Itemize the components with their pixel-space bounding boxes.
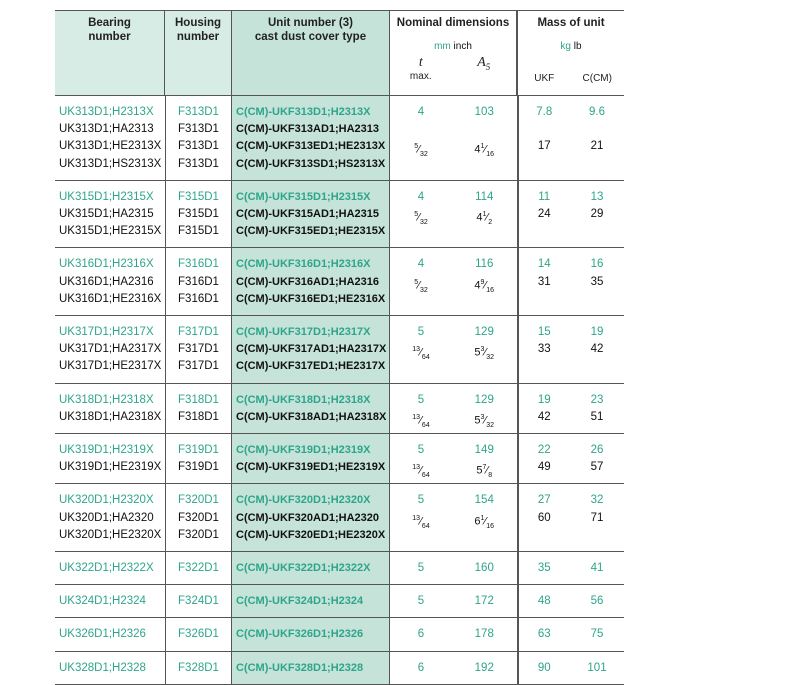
housing-number: F313D1 — [178, 157, 219, 170]
housing-number: F315D1 — [178, 225, 219, 238]
a5-value-metric: 116 — [475, 258, 494, 271]
bearing-number: UK324D1;H2324 — [59, 595, 146, 608]
t-value-metric: 5 — [417, 393, 425, 406]
bearing-number: UK326D1;H2326 — [59, 628, 146, 641]
bearing-cell — [55, 618, 165, 650]
housing-number: F313D1 — [178, 123, 219, 136]
t-value-metric: 4 — [417, 190, 425, 203]
mass-ccm-value-metric: 9.6 — [589, 106, 605, 118]
mass-ukf-value-metric: 35 — [537, 562, 551, 575]
housing-cell — [165, 618, 232, 650]
bearing-cell — [55, 316, 165, 383]
a5-value-metric: 149 — [474, 444, 494, 457]
mass-ccm-value — [570, 181, 624, 248]
housing-number: F318D1 — [178, 393, 219, 406]
mass-ukf-value-metric: 11 — [538, 190, 551, 203]
unit-number: C(CM)-UKF319ED1;HE2319X — [236, 461, 386, 474]
t-value-imperial: $^{13}⁄_{64}$ — [412, 464, 430, 480]
header-ccm: C(CM) — [582, 73, 612, 84]
housing-number: F320D1 — [178, 528, 219, 541]
housing-number: F320D1 — [178, 494, 219, 507]
header-ukf: UKF — [534, 73, 555, 84]
t-value-imperial: $^5⁄_{32}$ — [414, 278, 428, 294]
housing-cell — [165, 96, 232, 180]
unit-cell — [232, 585, 390, 617]
bearing-spec-table — [55, 10, 624, 685]
bearing-number: UK328D1;H2328 — [59, 661, 146, 674]
housing-number: F328D1 — [178, 661, 219, 674]
table-row — [55, 552, 624, 585]
a5-value-imperial: $5^3⁄_{32}$ — [474, 346, 495, 362]
unit-cell — [232, 552, 390, 584]
header-nominal-title: Nominal dimensions — [396, 17, 510, 29]
unit-number: C(CM)-UKF319D1;H2319X — [236, 444, 371, 457]
unit-cell — [232, 181, 390, 248]
housing-cell — [165, 552, 232, 584]
mass-ukf-value-metric: 19 — [537, 393, 551, 406]
t-value-metric: 5 — [417, 444, 425, 457]
unit-number: C(CM)-UKF318AD1;HA2318X — [236, 410, 387, 423]
header-housing — [165, 11, 232, 96]
bearing-number: UK313D1;HA2313 — [59, 123, 154, 136]
header-inch: inch — [453, 41, 472, 52]
a5-value-imperial: $4^1⁄_{16}$ — [474, 143, 495, 159]
a5-value-metric: 129 — [474, 326, 494, 339]
table-row — [55, 651, 624, 684]
housing-number: F319D1 — [178, 461, 219, 474]
mass-ccm-value-metric: 101 — [587, 661, 607, 674]
bearing-number: UK318D1;H2318X — [59, 393, 154, 406]
mass-ccm-value-imperial: 57 — [590, 461, 604, 474]
table-row — [55, 96, 624, 181]
mass-ukf-value — [518, 585, 571, 617]
header-unit — [232, 11, 390, 96]
mass-ukf-value-imperial: 24 — [537, 208, 551, 220]
mass-ccm-value — [570, 384, 624, 433]
housing-cell — [165, 585, 232, 617]
bearing-number: UK319D1;H2319X — [59, 444, 154, 457]
table-row — [55, 618, 624, 651]
mass-ukf-value-metric: 15 — [537, 326, 551, 339]
table-row — [55, 484, 624, 552]
t-value-imperial: $^5⁄_{32}$ — [414, 143, 428, 159]
header-bearing — [55, 11, 165, 96]
bearing-number: UK320D1;HE2320X — [59, 528, 162, 541]
table-row — [55, 180, 624, 248]
mass-ukf-value-metric: 14 — [537, 258, 551, 271]
bearing-number: UK320D1;H2320X — [59, 494, 154, 507]
unit-cell — [232, 618, 390, 650]
bearing-number: UK318D1;HA2318X — [59, 410, 162, 423]
housing-number: F315D1 — [178, 190, 219, 203]
mass-ccm-value-metric: 56 — [590, 595, 604, 608]
header-unit-line2: cast dust cover type — [254, 31, 367, 43]
mass-ccm-value-metric: 13 — [590, 190, 604, 203]
housing-number: F315D1 — [178, 208, 219, 221]
bearing-number: UK315D1;H2315X — [59, 190, 154, 203]
t-value-metric: 5 — [417, 562, 425, 575]
bearing-cell — [55, 248, 165, 315]
t-value-metric: 6 — [417, 628, 425, 641]
unit-number: C(CM)-UKF320ED1;HE2320X — [236, 528, 386, 541]
housing-number: F320D1 — [178, 511, 219, 524]
unit-cell — [232, 248, 390, 315]
unit-cell — [232, 434, 390, 483]
mass-ccm-value-metric: 32 — [590, 494, 604, 507]
t-value — [390, 181, 452, 248]
mass-ukf-value — [518, 618, 571, 650]
bearing-cell — [55, 181, 165, 248]
t-value-metric: 6 — [417, 661, 425, 674]
a5-value-metric: 160 — [474, 562, 494, 575]
mass-ccm-value-metric: 41 — [590, 562, 604, 575]
t-value — [390, 618, 452, 650]
housing-cell — [165, 652, 232, 684]
a5-value-metric: 192 — [474, 661, 494, 674]
t-value — [390, 552, 452, 584]
t-value — [390, 96, 452, 180]
t-value — [390, 434, 452, 483]
mass-ukf-value-metric: 27 — [537, 494, 551, 507]
unit-number: C(CM)-UKF320AD1;HA2320 — [236, 511, 380, 524]
a5-value — [452, 434, 517, 483]
header-housing-line2: number — [176, 31, 220, 43]
housing-number: F313D1 — [178, 140, 219, 153]
spec-table-wrapper — [55, 10, 624, 685]
a5-value-imperial: $4^1⁄_2$ — [476, 211, 493, 226]
bearing-number: UK313D1;H2313X — [59, 106, 154, 118]
housing-number: F319D1 — [178, 444, 219, 457]
unit-cell — [232, 96, 390, 180]
unit-number: C(CM)-UKF320D1;H2320X — [236, 494, 371, 507]
unit-number: C(CM)-UKF318D1;H2318X — [236, 393, 371, 406]
unit-cell — [232, 384, 390, 433]
bearing-number: UK317D1;H2317X — [59, 326, 154, 339]
mass-ccm-value — [570, 96, 624, 180]
mass-ccm-value-imperial: 21 — [590, 140, 604, 153]
housing-number: F313D1 — [178, 106, 219, 118]
unit-number: C(CM)-UKF317ED1;HE2317X — [236, 360, 386, 373]
bearing-number: UK316D1;HE2316X — [59, 292, 162, 305]
a5-value-imperial: $4^9⁄_{16}$ — [474, 278, 495, 294]
header-bearing-line2: number — [88, 31, 131, 43]
housing-number: F324D1 — [178, 595, 219, 608]
unit-cell — [232, 316, 390, 383]
table-row — [55, 248, 624, 316]
unit-number: C(CM)-UKF315D1;H2315X — [236, 190, 371, 203]
bearing-cell — [55, 552, 165, 584]
mass-ccm-value-metric: 16 — [590, 258, 604, 271]
mass-ukf-value-metric: 48 — [537, 595, 551, 608]
t-value — [390, 484, 452, 551]
mass-ccm-value-metric: 23 — [590, 393, 604, 406]
mass-ccm-value-imperial: 71 — [590, 511, 604, 524]
table-row — [55, 434, 624, 484]
a5-value-metric: 154 — [474, 494, 494, 507]
header-mm: mm — [434, 41, 451, 52]
a5-value — [452, 585, 517, 617]
t-value-metric: 5 — [417, 595, 425, 608]
a5-value-metric: 178 — [474, 628, 494, 641]
t-value-imperial: $^{13}⁄_{64}$ — [412, 346, 430, 362]
unit-number: C(CM)-UKF313D1;H2313X — [236, 106, 371, 118]
header-housing-line1: Housing — [175, 17, 221, 29]
header-bearing-line1: Bearing — [88, 17, 131, 29]
mass-ukf-value-metric: 90 — [537, 661, 551, 674]
a5-value-metric: 172 — [474, 595, 494, 608]
mass-ccm-value — [570, 618, 624, 650]
unit-cell — [232, 652, 390, 684]
mass-ccm-value-imperial: 42 — [590, 343, 604, 356]
table-row — [55, 316, 624, 384]
a5-value-imperial: $5^3⁄_{32}$ — [474, 413, 495, 429]
mass-ccm-value — [570, 434, 624, 483]
bearing-number: UK315D1;HE2315X — [59, 225, 162, 238]
mass-ukf-value-metric: 7.8 — [536, 106, 553, 118]
table-body — [55, 96, 624, 685]
mass-ccm-value-metric: 26 — [590, 444, 604, 457]
mass-ukf-value — [518, 434, 571, 483]
a5-value-imperial: $6^1⁄_{16}$ — [474, 514, 495, 530]
housing-cell — [165, 316, 232, 383]
mass-ukf-value — [518, 96, 571, 180]
housing-number: F322D1 — [178, 562, 219, 575]
table-row — [55, 383, 624, 433]
housing-cell — [165, 434, 232, 483]
t-value — [390, 384, 452, 433]
mass-ccm-value-metric: 19 — [590, 326, 604, 339]
unit-number: C(CM)-UKF313SD1;HS2313X — [236, 157, 386, 170]
unit-number: C(CM)-UKF313ED1;HE2313X — [236, 140, 386, 153]
a5-value — [452, 484, 517, 551]
t-value — [390, 585, 452, 617]
bearing-cell — [55, 434, 165, 483]
bearing-number: UK320D1;HA2320 — [59, 511, 154, 524]
unit-number: C(CM)-UKF315AD1;HA2315 — [236, 208, 380, 221]
mass-ccm-value-imperial: 29 — [590, 208, 604, 220]
housing-cell — [165, 248, 232, 315]
unit-cell — [232, 484, 390, 551]
mass-ukf-value — [518, 484, 571, 551]
a5-value — [452, 316, 517, 383]
mass-ukf-value-imperial: 33 — [537, 343, 551, 356]
unit-number: C(CM)-UKF316ED1;HE2316X — [236, 292, 386, 305]
housing-number: F318D1 — [178, 410, 219, 423]
unit-number: C(CM)-UKF313AD1;HA2313 — [236, 123, 380, 136]
mass-ccm-value-metric: 75 — [590, 628, 604, 641]
unit-number: C(CM)-UKF322D1;H2322X — [236, 562, 371, 575]
mass-ccm-value — [570, 585, 624, 617]
housing-cell — [165, 484, 232, 551]
t-value-imperial: $^{13}⁄_{64}$ — [412, 413, 430, 429]
housing-number: F316D1 — [178, 275, 219, 288]
unit-number: C(CM)-UKF316D1;H2316X — [236, 258, 371, 271]
mass-ccm-value — [570, 552, 624, 584]
mass-ukf-value-imperial: 42 — [537, 410, 551, 423]
a5-value-metric: 129 — [474, 393, 494, 406]
header-nominal — [390, 11, 517, 96]
mass-ukf-value-imperial: 17 — [537, 140, 551, 153]
t-value-metric: 5 — [417, 326, 425, 339]
bearing-number: UK313D1;HE2313X — [59, 140, 162, 153]
t-value-imperial: $^{13}⁄_{64}$ — [412, 514, 430, 530]
housing-number: F326D1 — [178, 628, 219, 641]
header-max: max. — [409, 71, 432, 82]
a5-value — [452, 552, 517, 584]
header-mass — [517, 11, 624, 96]
unit-number: C(CM)-UKF316AD1;HA2316 — [236, 275, 380, 288]
mass-ukf-value-metric: 63 — [537, 628, 551, 641]
housing-cell — [165, 384, 232, 433]
header-a5: $A_5$ — [477, 55, 491, 72]
mass-ukf-value — [518, 181, 571, 248]
header-t: t — [418, 55, 423, 70]
a5-value — [452, 248, 517, 315]
mass-ccm-value-imperial: 35 — [590, 275, 604, 288]
unit-number: C(CM)-UKF315ED1;HE2315X — [236, 225, 386, 238]
t-value — [390, 652, 452, 684]
bearing-number: UK322D1;H2322X — [59, 562, 154, 575]
bearing-number: UK313D1;HS2313X — [59, 157, 162, 170]
a5-value-metric: 103 — [474, 106, 494, 118]
bearing-cell — [55, 652, 165, 684]
housing-number: F317D1 — [178, 343, 219, 356]
mass-ccm-value — [570, 248, 624, 315]
mass-ukf-value-imperial: 31 — [537, 275, 551, 288]
bearing-number: UK319D1;HE2319X — [59, 461, 162, 474]
bearing-cell — [55, 384, 165, 433]
bearing-cell — [55, 96, 165, 180]
mass-ukf-value — [518, 384, 571, 433]
mass-ccm-value — [570, 316, 624, 383]
housing-cell — [165, 181, 232, 248]
t-value — [390, 248, 452, 315]
bearing-number: UK315D1;HA2315 — [59, 208, 154, 221]
housing-number: F316D1 — [178, 258, 219, 271]
unit-number: C(CM)-UKF326D1;H2326 — [236, 628, 364, 641]
mass-ukf-value — [518, 248, 571, 315]
t-value-imperial: $^5⁄_{32}$ — [414, 211, 428, 226]
bearing-number: UK316D1;H2316X — [59, 258, 154, 271]
bearing-number: UK317D1;HA2317X — [59, 343, 162, 356]
bearing-cell — [55, 585, 165, 617]
a5-value — [452, 181, 517, 248]
bearing-number: UK316D1;HA2316 — [59, 275, 154, 288]
unit-number: C(CM)-UKF328D1;H2328 — [236, 661, 364, 674]
table-row — [55, 585, 624, 618]
unit-number: C(CM)-UKF317D1;H2317X — [236, 326, 371, 339]
housing-number: F316D1 — [178, 292, 219, 305]
mass-ccm-value — [570, 652, 624, 684]
header-unit-line1: Unit number (3) — [268, 17, 353, 29]
bearing-cell — [55, 484, 165, 551]
a5-value — [452, 384, 517, 433]
unit-number: C(CM)-UKF324D1;H2324 — [236, 595, 364, 608]
header-mass-title: Mass of unit — [537, 17, 605, 29]
a5-value — [452, 618, 517, 650]
header-kg: kg — [560, 41, 571, 52]
a5-value-imperial: $5^7⁄_8$ — [476, 464, 493, 480]
t-value-metric: 4 — [417, 106, 425, 118]
a5-value-metric: 114 — [475, 190, 494, 203]
a5-value — [452, 96, 517, 180]
housing-number: F317D1 — [178, 326, 219, 339]
mass-ukf-value-metric: 22 — [537, 444, 551, 457]
mass-ukf-value-imperial: 49 — [537, 461, 551, 474]
mass-ukf-value — [518, 552, 571, 584]
mass-ukf-value — [518, 652, 571, 684]
t-value-metric: 5 — [417, 494, 425, 507]
mass-ccm-value-imperial: 51 — [590, 410, 604, 423]
housing-number: F317D1 — [178, 360, 219, 373]
mass-ukf-value-imperial: 60 — [537, 511, 551, 524]
unit-number: C(CM)-UKF317AD1;HA2317X — [236, 343, 387, 356]
mass-ccm-value — [570, 484, 624, 551]
bearing-number: UK317D1;HE2317X — [59, 360, 162, 373]
header-lb: lb — [573, 41, 582, 52]
t-value — [390, 316, 452, 383]
a5-value — [452, 652, 517, 684]
mass-ukf-value — [518, 316, 571, 383]
t-value-metric: 4 — [417, 258, 425, 271]
